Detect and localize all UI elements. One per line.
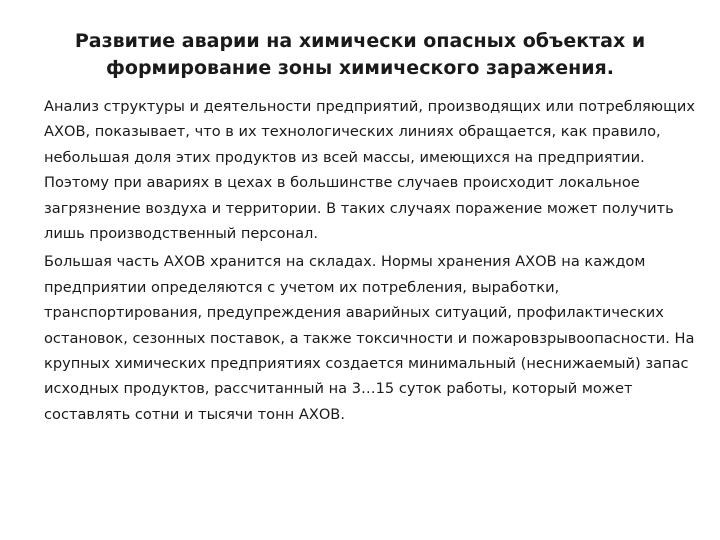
body-paragraph: Анализ структуры и деятельности предприятий, производящих или потребляющих АХОВ, показывает, что в их технологических линиях обращается, как правило, небольшая доля этих продуктов из всей массы, имеющихся на предприятии. Поэтому при авариях в цехах в большинстве случаев происходит локальное загрязнение воздуха и территории. В таких случаях поражение может получить лишь производственный персонал.: [44, 98, 695, 243]
body-paragraph: Большая часть АХОВ хранится на складах. Нормы хранения АХОВ на каждом предприятии определяются с учетом их потребления, выработки, транспортирования, предупреждения аварийных ситуаций, профилактических остановок, сезонных поставок, а также токсичности и пожаровзрывоопасности. На крупных химических предприятиях создается минимальный (неснижаемый) запас исходных продуктов, рассчитанный на 3…15 суток работы, который может составлять сотни и тысячи тонн АХОВ.: [44, 253, 695, 423]
slide-body: [44, 94, 704, 430]
slide-title: Развитие аварии на химически опасных объектах и формирование зоны химического заражения.: [74, 30, 646, 79]
